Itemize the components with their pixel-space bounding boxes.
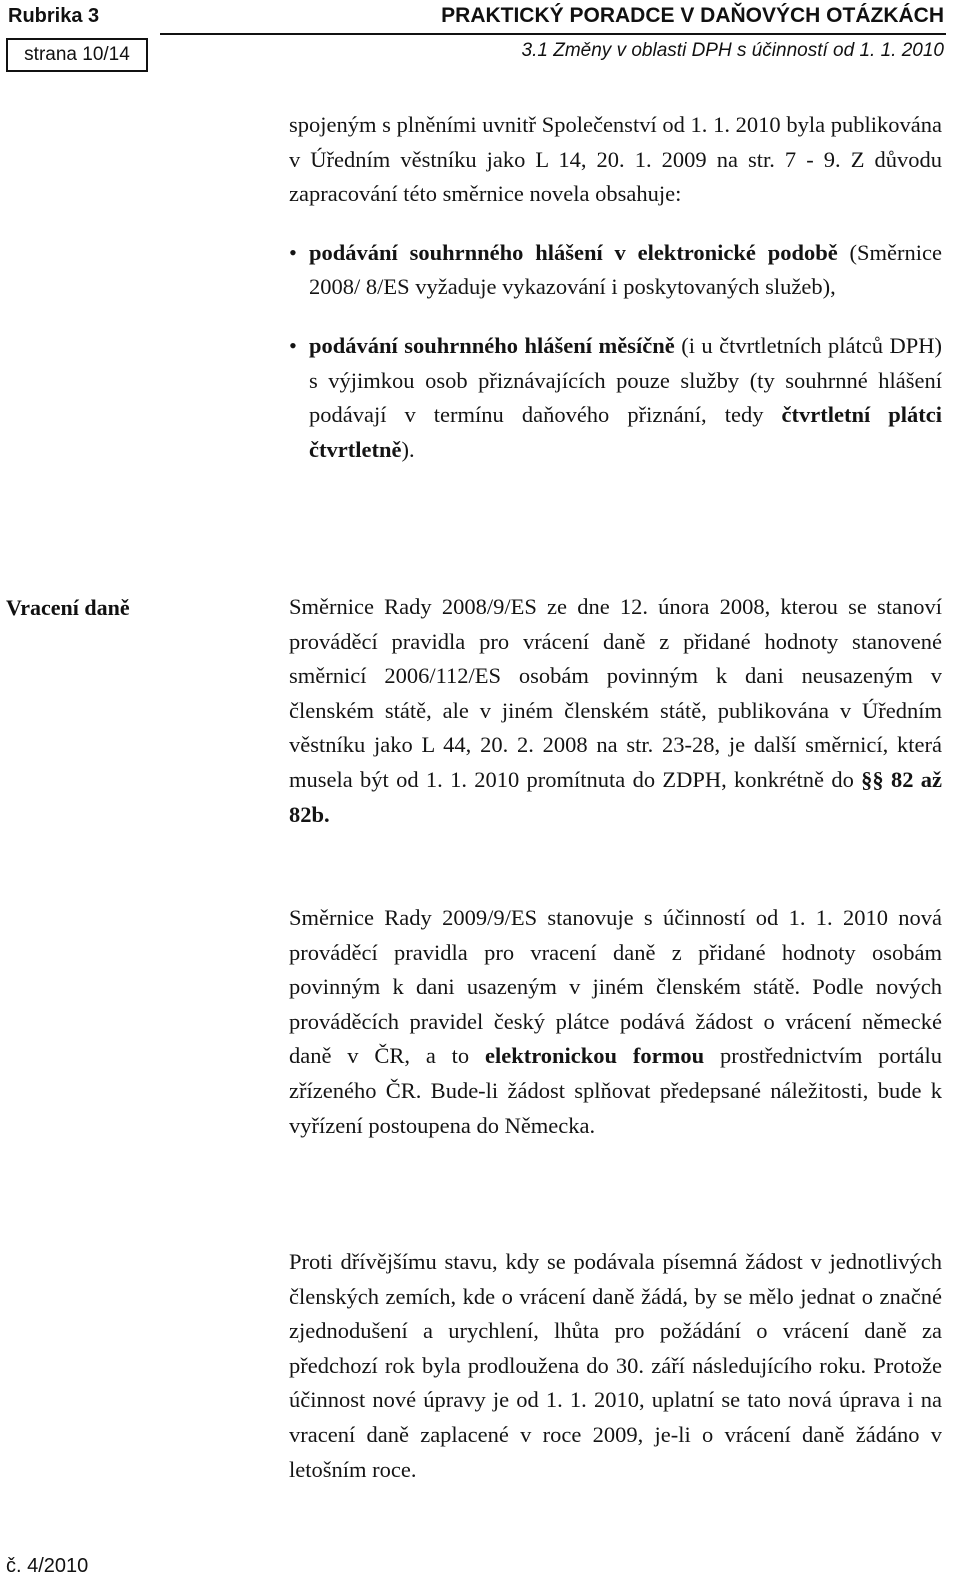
issue-number: č. 4/2010 [6, 1555, 89, 1577]
bullet-1-bold: podávání souhrnného hlášení v elektronické podobě [309, 239, 838, 265]
bullet-marker: • [289, 239, 297, 265]
section-p2-bold: elektronickou formou [484, 1043, 705, 1069]
bullet-2-bold-2: čtvrtletní plátci čtvrtletně [309, 402, 943, 462]
intro-paragraph: spojeným s plněními uvnitř Společenství od 1. 1. 2010 byla publikována v Úředním věstníku jako L 14, 20. 1. 2009 na str. 7 - 9. Z důvodu zapracování této směrnice novela obsahuje: [289, 112, 942, 207]
section-p1-bold: §§ 82 až 82b. [289, 766, 942, 827]
section-p1-text: Směrnice Rady 2008/9/ES ze dne 12. února 2008, kterou se stanoví prováděcí pravidla pro vrácení daně z přidané hodnoty stanovené směrnicí 2006/112/ES osobám povinným k dani neusazeným v členském státě, ale v jiném členském státě, publikována v Úředním věstníku jako L 44, 20. 2. 2008 na str. 23-28, je další směrnicí, která musela být od 1. 1. 2010 promítnuta do ZDPH, konkrétně do [289, 594, 942, 792]
section-paragraph-2 [289, 901, 942, 1143]
bullet-2-text: (i u čtvrtletních plátců DPH) s výjimkou osob přiznávajících pouze služby (ty souhrnné hlášení podávají v termínu daňového přiznání, tedy [309, 332, 942, 428]
rubric-label: Rubrika 3 [8, 5, 100, 27]
publication-title: PRAKTICKÝ PORADCE V DAŇOVÝCH OTÁZKÁCH [441, 4, 944, 27]
page-number-box: strana 10/14 [6, 38, 148, 72]
bullet-1-text: (Směrnice 2008/ 8/ES vyžaduje vykazování i poskytovaných služeb), [309, 239, 942, 300]
section-p3-text: Proti dřívějšímu stavu, kdy se podávala písemná žádost v jednotlivých členských zemích, kde o vrácení daně žádá, by se mělo jednat o značné zjednodušení a urychlení, lhůta pro požádání o vrácení daně za předchozí rok byla prodloužena do 30. září následujícího roku. Protože účinnost nové úpravy je od 1. 1. 2010, uplatní se tato nová úprava i na vracení daně zaplacené v roce 2009, je-li o vrácení daně žádáno v letošním roce. [289, 1249, 942, 1482]
bullet-2-bold: podávání souhrnného hlášení měsíčně [309, 332, 675, 358]
intro-block [289, 108, 942, 467]
section-p2-text-b: prostřednictvím portálu zřízeného ČR. Bude-li žádost splňovat předepsané náležitosti, bude k vyřízení postoupena do Německa. [289, 1043, 942, 1138]
section-paragraph-3 [289, 1245, 942, 1487]
bullet-item-2 [289, 329, 942, 467]
section-paragraph-1 [289, 590, 942, 832]
section-p2-text-a: Směrnice Rady 2009/9/ES stanovuje s účinností od 1. 1. 2010 nová prováděcí pravidla pro vracení daně z přidané hodnoty osobám povinným k dani usazeným v jiném členském státě. Podle nových prováděcích pravidel český plátce podává žádost o vrácení německé daně v ČR, a to [289, 905, 942, 1069]
bullet-2-text-2: ). [401, 436, 415, 462]
header-rule [160, 33, 946, 35]
bullet-marker: • [289, 332, 297, 358]
chapter-subtitle: 3.1 Změny v oblasti DPH s účinností od 1. 1. 2010 [521, 40, 944, 61]
section-heading: Vracení daně [6, 595, 130, 620]
bullet-item-1 [289, 236, 942, 305]
